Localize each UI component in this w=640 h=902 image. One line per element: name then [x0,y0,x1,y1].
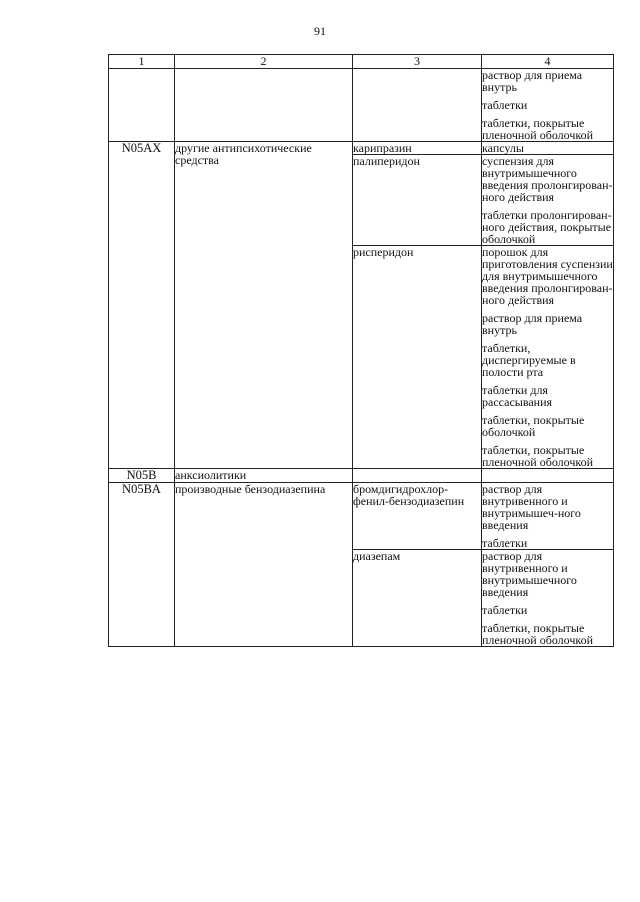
forms-cell [482,142,614,155]
table-row-continuation [109,69,614,142]
forms-cell [482,550,614,647]
drug-table [108,54,614,647]
forms-cell [482,246,614,469]
drug-cell [353,469,482,483]
table-row [109,483,614,550]
drug-name: палиперидон [353,155,482,246]
forms-cell [482,469,614,483]
column-header: 4 [482,55,614,69]
dosage-form: раствор для приема внутрь [482,68,583,94]
dosage-form: таблетки, покрытые оболочкой [482,413,585,439]
drug-name: диазепам [353,550,482,647]
dosage-form: таблетки [482,536,528,550]
dosage-form: порошок для приготовления суспензии для внутримышечного введения пролонгирован-ного действия [482,245,613,307]
forms-cell [482,483,614,550]
dosage-form: таблетки пролонгирован-ного действия, покрытые оболочкой [482,208,612,246]
atc-code: N05BA [109,483,175,647]
drug-name: карипразин [353,142,482,155]
atc-code: N05AX [109,142,175,469]
dosage-form: таблетки [482,98,528,112]
page-number: 91 [314,24,326,38]
dosage-form: раствор для приема внутрь [482,311,583,337]
forms-cell [482,69,614,142]
dosage-form: таблетки, покрытые пленочной оболочкой [482,443,594,469]
dosage-form: суспензия для внутримышечного введения пролонгирован-ного действия [482,154,613,204]
group-cell [175,69,353,142]
table-row [109,142,614,155]
dosage-form: капсулы [482,141,524,155]
dosage-form: таблетки, покрытые пленочной оболочкой [482,621,594,647]
dosage-form: таблетки, диспергируемые в полости рта [482,341,576,379]
dosage-form: таблетки [482,603,528,617]
dosage-form: раствор для внутривенного и внутримышеч-ного введения [482,482,581,532]
column-header: 3 [353,55,482,69]
dosage-form: таблетки, покрытые пленочной оболочкой [482,116,594,142]
table-row [109,469,614,483]
dosage-form: раствор для внутривенного и внутримышечного введения [482,549,577,599]
group-name: производные бензодиазепина [175,483,353,647]
forms-cell [482,155,614,246]
drug-name: бромдигидрохлор-фенил-бензодиазепин [353,483,482,550]
column-header: 1 [109,55,175,69]
code-cell [109,69,175,142]
column-header: 2 [175,55,353,69]
drug-name: рисперидон [353,246,482,469]
group-name: анксиолитики [175,469,353,483]
header-row [109,55,614,69]
group-name: другие антипсихотические средства [175,142,353,469]
drug-cell [353,69,482,142]
atc-code: N05B [109,469,175,483]
dosage-form: таблетки для рассасывания [482,383,553,409]
